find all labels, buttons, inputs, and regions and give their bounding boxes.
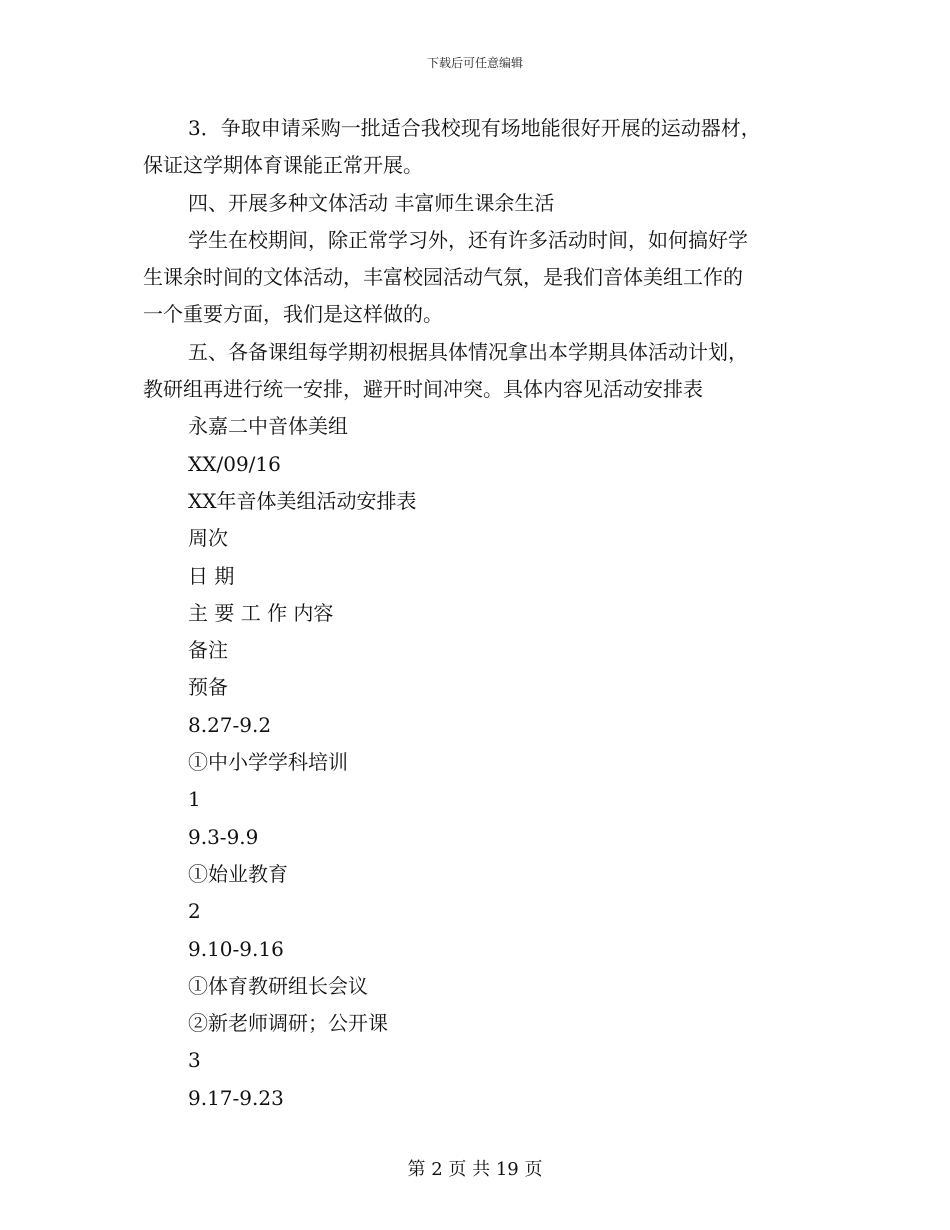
signature-date: XX/09/16 bbox=[188, 451, 281, 476]
document-body bbox=[143, 110, 823, 1117]
schedule-cell: ①始业教育 bbox=[188, 861, 288, 886]
section-heading-four bbox=[143, 185, 823, 222]
schedule-cell: ①中小学学科培训 bbox=[188, 750, 348, 775]
text-line: 学生在校期间，除正常学习外，还有许多活动时间，如何搞好学 bbox=[188, 227, 748, 252]
text-line: 一个重要方面，我们是这样做的。 bbox=[143, 302, 443, 327]
text-line: 保证这学期体育课能正常开展。 bbox=[143, 153, 423, 178]
page-footer: 第 2 页 共 19 页 bbox=[407, 1159, 543, 1180]
schedule-cell: 8.27-9.2 bbox=[188, 712, 272, 737]
schedule-items bbox=[143, 408, 823, 1117]
schedule-cell: 9.17-9.23 bbox=[188, 1085, 284, 1110]
column-header-content: 主 要 工 作 内容 bbox=[188, 600, 334, 625]
schedule-cell: 1 bbox=[188, 787, 201, 812]
schedule-cell: 9.3-9.9 bbox=[188, 824, 259, 849]
text-line: 生课余时间的文体活动，丰富校园活动气氛，是我们音体美组工作的 bbox=[143, 265, 743, 290]
text-line: 教研组再进行统一安排，避开时间冲突。具体内容见活动安排表 bbox=[143, 377, 703, 402]
paragraph-planning bbox=[143, 334, 823, 409]
text-line: 四、开展多种文体活动 丰富师生课余生活 bbox=[188, 190, 555, 215]
schedule-cell: 9.10-9.16 bbox=[188, 936, 284, 961]
schedule-cell: ②新老师调研；公开课 bbox=[188, 1011, 388, 1036]
schedule-title: XX年音体美组活动安排表 bbox=[188, 488, 417, 513]
column-header-week: 周次 bbox=[188, 526, 228, 551]
paragraph-activities bbox=[143, 222, 823, 334]
text-line: 五、各备课组每学期初根据具体情况拿出本学期具体活动计划， bbox=[188, 339, 748, 364]
column-header-notes: 备注 bbox=[188, 638, 228, 663]
schedule-cell: 预备 bbox=[188, 675, 228, 700]
page-header: 下载后可任意编辑 bbox=[426, 56, 523, 70]
schedule-cell: 3 bbox=[188, 1048, 201, 1073]
text-line: 3．争取申请采购一批适合我校现有场地能很好开展的运动器材， bbox=[188, 116, 761, 140]
column-header-date: 日 期 bbox=[188, 563, 235, 588]
signature-group: 永嘉二中音体美组 bbox=[188, 414, 348, 439]
schedule-cell: ①体育教研组长会议 bbox=[188, 973, 368, 998]
paragraph-equipment bbox=[143, 110, 823, 185]
schedule-cell: 2 bbox=[188, 899, 201, 924]
